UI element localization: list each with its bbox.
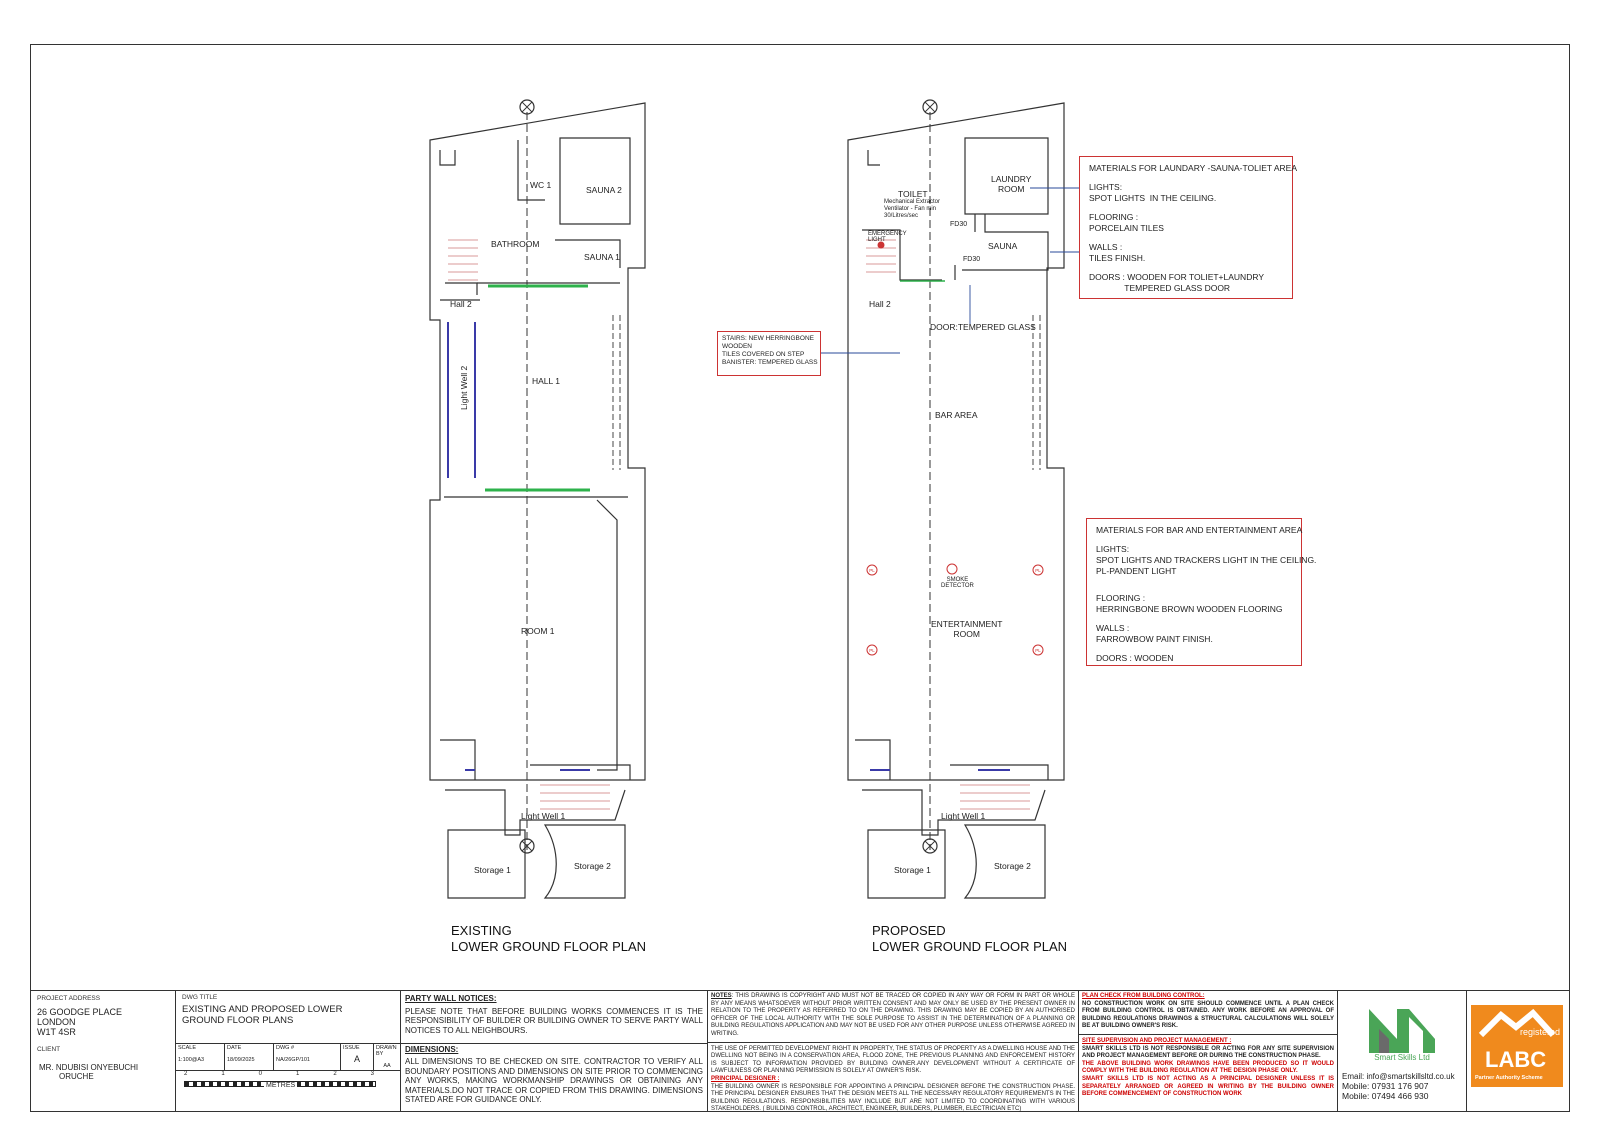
project-address-cell <box>30 990 176 1112</box>
divider <box>401 1043 707 1044</box>
dwg-no-cell <box>274 1044 341 1070</box>
callout-line <box>1096 645 1292 653</box>
notes-cell <box>707 990 1079 1112</box>
dwg-no-label: DWG # <box>276 1045 295 1051</box>
room-label-sauna: SAUNA <box>988 241 1018 251</box>
callout-line: WALLS : <box>1089 242 1123 252</box>
room-label-entertainment: ENTERTAINMENT ROOM <box>931 619 1003 639</box>
notes-heading: NOTES <box>711 993 732 999</box>
callout-line: DOORS : WOODEN FOR TOLIET+LAUNDRY <box>1089 272 1264 282</box>
labc-text: LABC <box>1485 1047 1547 1072</box>
client-line1: MR. NDUBISI ONYEBUCHI <box>39 1063 139 1072</box>
pendant-light-label: PL <box>1035 648 1041 653</box>
room-label-bar: BAR AREA <box>935 410 978 420</box>
scale-value: 1:100@A3 <box>178 1057 205 1063</box>
callout-line: TEMPERED GLASS DOOR <box>1089 283 1231 293</box>
notes-text: : THIS DRAWING IS COPYRIGHT AND MUST NOT BE TRACED OR COPIED IN ANY WAY OR FORM IN PART OR WHOLE BY ANY MEANS WHATSOEVER WITHOUT PRIOR WRITTEN CONSENT AND MAY ONLY BE USED BY THE PRESENT OWNER IN RELATION TO THE PROPERTY AS REFERRED TO ON THE DRAWING. THIS DRAWING MAY BE COPIED BY AN AUTHORISED OFFICER OF THE LOCAL AUTHORITY WITH THE SOLE PURPOSE TO ASSIST IN THE DETERMINATION OF A PLANNING OR BUILDING REGULATIONS APPLICATION AND MAY NOT BE USED FOR ANY OTHER PURPOSE UNLESS OTHERWISE AGREED IN WRITING. <box>711 993 1075 1037</box>
pendant-light-label: PL <box>869 568 875 573</box>
scale-bar-ticks <box>184 1071 374 1077</box>
plan-check-text: NO CONSTRUCTION WORK ON SITE SHOULD COMMENCE UNTIL A PLAN CHECK FROM BUILDING CONTROL IS OBTAINED. ANY WORK BEFORE AN APPROVAL OF BUILDING REGULATIONS DRAWINGS & STRUCTURAL CALCULATIONS WILL SOLELY BE AT BUILDING OWNER'S RISK. <box>1082 1000 1334 1030</box>
room-label-bathroom: BATHROOM <box>491 239 540 249</box>
callout-line <box>1096 585 1292 593</box>
callout-line: BANISTER: TEMPERED GLASS <box>722 359 818 366</box>
room-label-lightwell1-proposed: Light Well 1 <box>941 811 986 821</box>
callout-line: TILES FINISH. <box>1089 253 1146 263</box>
scale-bar-label: METRES <box>266 1082 296 1089</box>
room-label-lightwell1: Light Well 1 <box>521 811 566 821</box>
mobile2: Mobile: 07494 466 930 <box>1342 1091 1429 1101</box>
plan-check-heading: PLAN CHECK FROM BUILDING CONTROL: <box>1082 993 1205 999</box>
issue-cell <box>341 1044 374 1070</box>
bar-materials-callout <box>1086 518 1317 666</box>
date-cell <box>225 1044 274 1070</box>
callout-line: HERRINGBONE BROWN WOODEN FLOORING <box>1096 604 1283 614</box>
existing-plan-title <box>451 923 646 955</box>
room-label-storage2: Storage 2 <box>574 861 611 871</box>
company-cell <box>1337 990 1467 1112</box>
room-label-sauna2: SAUNA 2 <box>586 185 622 195</box>
room-label-hall2: Hall 2 <box>450 299 472 309</box>
drawing-title-cell <box>175 990 401 1112</box>
proposed-title-line2: LOWER GROUND FLOOR PLAN <box>872 939 1068 954</box>
callout-line: STAIRS: NEW HERRINGBONE <box>722 335 814 342</box>
scale-tick-label: 1 <box>295 1071 300 1077</box>
company-logo-text: Smart Skills Ltd <box>1374 1053 1430 1062</box>
callout-line: PL-PANDENT LIGHT <box>1096 566 1177 576</box>
scale-label: SCALE <box>178 1045 197 1051</box>
client-line2: ORUCHE <box>59 1072 94 1081</box>
date-label: DATE <box>227 1045 242 1051</box>
callout-line <box>1089 174 1283 182</box>
party-wall-cell <box>400 990 708 1112</box>
room-label-laundry: LAUNDRY ROOM <box>991 174 1032 194</box>
labc-cell <box>1466 990 1570 1112</box>
room-label-hall2-proposed: Hall 2 <box>869 299 891 309</box>
site-supervision-text: SMART SKILLS LTD IS NOT RESPONSIBLE OR ACTING FOR ANY SITE SUPERVISION AND PROJECT MANAGEMENT BEFORE OR DURING THE CONSTRUCTION PHASE. <box>1082 1045 1334 1060</box>
callout-line: MATERIALS FOR LAUNDARY -SAUNA-TOLIET AREA <box>1089 163 1297 173</box>
callout-line <box>1096 577 1292 585</box>
principal-text: THE BUILDING OWNER IS RESPONSIBLE FOR APPOINTING A PRINCIPAL DESIGNER BEFORE THE CONSTRUCTION PHASE. THE PRINCIPAL DESIGNER ENSURES THAT THE DESIGN MEETS ALL THE NECESSARY REGULATORY REQUIREMENTS IN THE BUILDING REGULATIONS. RESPONSIBILITIES MAY INCLUDE BUT ARE NOT LIMITED TO COORDINATING WITH VARIOUS STAKEHOLDERS. ( BUILDING CONTROL, ARCHITECT, ENGINEER, BUILDERS, PLUMBER, ELECTRICIAN ETC) <box>711 1083 1075 1113</box>
smoke-detector-label: SMOKE DETECTOR <box>941 577 974 589</box>
emergency-light-label: EMERGENCY LIGHT <box>868 231 907 243</box>
address-line1: 26 GOODGE PLACE <box>37 1007 123 1017</box>
dwg-title-line1: EXISTING AND PROPOSED LOWER <box>182 1004 343 1015</box>
door-tempered-glass-note: DOOR:TEMPERED GLASS <box>930 322 1036 332</box>
proposed-plan-title <box>872 923 1067 955</box>
callout-line: PORCELAIN TILES <box>1089 223 1164 233</box>
party-wall-text: PLEASE NOTE THAT BEFORE BUILDING WORKS COMMENCES IT IS THE RESPONSIBILITY OF BUILDER OR BUILDING OWNER TO SERVE PARTY WALL NOTICES TO ALL NEIGHBOURS. <box>405 1006 703 1035</box>
room-label-wc1: WC 1 <box>530 180 552 190</box>
principal-designer-disclaimer: SMART SKILLS LTD IS NOT ACTING AS A PRINCIPAL DESIGNER UNLESS IT IS SEPARATELY ARRANGED OR AGREED IN WRITING BY THE BUILDING OWNER BEFORE COMMENCEMENT OF CONSTRUCTION WORK <box>1082 1075 1334 1098</box>
date-value: 18/09/2025 <box>227 1057 255 1063</box>
existing-title-line2: LOWER GROUND FLOOR PLAN <box>451 939 647 954</box>
callout-line: WOODEN <box>722 343 752 350</box>
room-label-room1: ROOM 1 <box>521 626 555 636</box>
drawn-by-value: AA <box>383 1063 391 1069</box>
pendant-light-label: PL <box>1035 568 1041 573</box>
fd30-label-b: FD30 <box>963 256 981 263</box>
drawn-by-label: DRAWN BY <box>376 1045 397 1057</box>
mobile1: Mobile: 07931 176 907 <box>1342 1081 1429 1091</box>
existing-title-line1: EXISTING <box>451 923 512 938</box>
address-line3: W1T 4SR <box>37 1027 76 1037</box>
callout-line <box>1096 615 1292 623</box>
callout-line: LIGHTS: <box>1089 182 1123 192</box>
scale-tick-label: 2 <box>184 1071 188 1077</box>
laundry-materials-callout <box>1079 156 1297 299</box>
scale-tick-label: 1 <box>221 1071 225 1077</box>
client-label: CLIENT <box>37 1046 61 1053</box>
scale-bar <box>184 1071 384 1107</box>
callout-line: WALLS : <box>1096 623 1130 633</box>
drawn-by-cell <box>374 1044 400 1070</box>
room-label-lightwell2: Light Well 2 <box>459 365 469 410</box>
dimensions-heading: DIMENSIONS: <box>405 1045 459 1054</box>
callout-line: FARROWBOW PAINT FINISH. <box>1096 634 1213 644</box>
issue-label: ISSUE <box>343 1045 360 1051</box>
pendant-light-label: PL <box>869 648 875 653</box>
room-label-sauna1: SAUNA 1 <box>584 252 620 262</box>
fd30-label-a: FD30 <box>950 221 968 228</box>
room-label-storage1-proposed: Storage 1 <box>894 865 931 875</box>
callout-line: FLOORING : <box>1096 593 1146 603</box>
room-label-storage2-proposed: Storage 2 <box>994 861 1031 871</box>
notes-block <box>711 993 1075 1039</box>
extractor-note: Mechanical Extractor Ventilator - Fan min 30/Litres/sec <box>884 199 941 219</box>
labc-subtext: Partner Authority Scheme <box>1475 1075 1543 1081</box>
stairs-callout <box>717 331 821 376</box>
issue-value: A <box>353 1054 360 1064</box>
callout-line <box>1089 234 1283 242</box>
scale-cell <box>176 1044 225 1070</box>
callout-line: DOORS : WOODEN <box>1096 653 1174 663</box>
smart-skills-logo-icon <box>1357 995 1447 1057</box>
drawing-info-row <box>176 1043 400 1071</box>
callout-line <box>1096 536 1292 544</box>
pdr-text: THE USE OF PERMITTED DEVELOPMENT RIGHT IN PROPERTY, THE STATUS OF PROPERTY AS A DWELLING HOUSE AND THE DWELLING NOT BEING IN A CONSERVATION AREA, FLOOD ZONE, THE PREVIOUS PLANNING AND ENFORCEMENT HISTORY IS SUBJECT TO INFORMATION PROVIDED BY BUILDING OWNER.ANY DEVELOPMENT WITHOUT A CERTIFICATE OF LAWFULNESS OR PLANNING PERMISSION IS SOLELY AT OWNER'S RISK. <box>711 1045 1075 1075</box>
callout-line: SPOT LIGHTS AND TRACKERS LIGHT IN THE CEILING. <box>1096 555 1317 565</box>
dwg-title-line2: GROUND FLOOR PLANS <box>182 1015 294 1026</box>
room-label-hall1: HALL 1 <box>532 376 561 386</box>
labc-registered: registered <box>1519 1027 1560 1037</box>
house-icon <box>1471 1005 1563 1045</box>
email: Email: info@smartskillsltd.co.uk <box>1342 1072 1455 1081</box>
existing-plan-walls <box>430 103 645 898</box>
scale-tick-label: 0 <box>258 1071 262 1077</box>
labc-logo <box>1471 1005 1563 1087</box>
room-label-storage1: Storage 1 <box>474 865 511 875</box>
plan-check-cell <box>1078 990 1338 1112</box>
callout-line <box>1089 264 1283 272</box>
scale-tick-label: 3 <box>370 1071 374 1077</box>
callout-line <box>1089 204 1283 212</box>
dwg-no-value: NA/26GP/101 <box>276 1057 310 1063</box>
callout-line: TILES COVERED ON STEP <box>722 351 805 358</box>
party-wall-heading: PARTY WALL NOTICES: <box>405 994 497 1003</box>
callout-line: SPOT LIGHTS IN THE CEILING. <box>1089 193 1217 203</box>
scale-tick-label: 2 <box>333 1071 337 1077</box>
callout-line: FLOORING : <box>1089 212 1139 222</box>
compliance-text: THE ABOVE BUILDING WORK DRAWINGS HAVE BEEN PRODUCED SO IT WOULD COMPLY WITH THE BUILDING REGULATION AT THE DESIGN PHASE ONLY. <box>1082 1060 1334 1075</box>
address-line2: LONDON <box>37 1017 76 1027</box>
principal-heading: PRINCIPAL DESIGNER : <box>711 1075 780 1082</box>
callout-line: MATERIALS FOR BAR AND ENTERTAINMENT AREA <box>1096 525 1303 535</box>
dwg-title-label: DWG TITLE <box>182 994 218 1001</box>
project-address-label: PROJECT ADDRESS <box>37 995 101 1002</box>
callout-line: LIGHTS: <box>1096 544 1130 554</box>
proposed-title-line1: PROPOSED <box>872 923 946 938</box>
dimensions-text: ALL DIMENSIONS TO BE CHECKED ON SITE. CONTRACTOR TO VERIFY ALL BOUNDARY POSITIONS AND DIMENSIONS ON SITE PRIOR TO COMMENCING ANY WORKS, MAKING WORKMANSHIP DRAWINGS OR OBTAINING ANY MATERIALS.DO NOT TRACE OR COPIED FROM THIS DRAWING. DIMENSIONS STATED ARE FOR GUIDANCE ONLY. <box>405 1057 703 1104</box>
room-label-toilet: TOILET <box>898 189 928 199</box>
site-supervision-heading: SITE SUPERVISION AND PROJECT MANAGEMENT : <box>1082 1037 1232 1044</box>
